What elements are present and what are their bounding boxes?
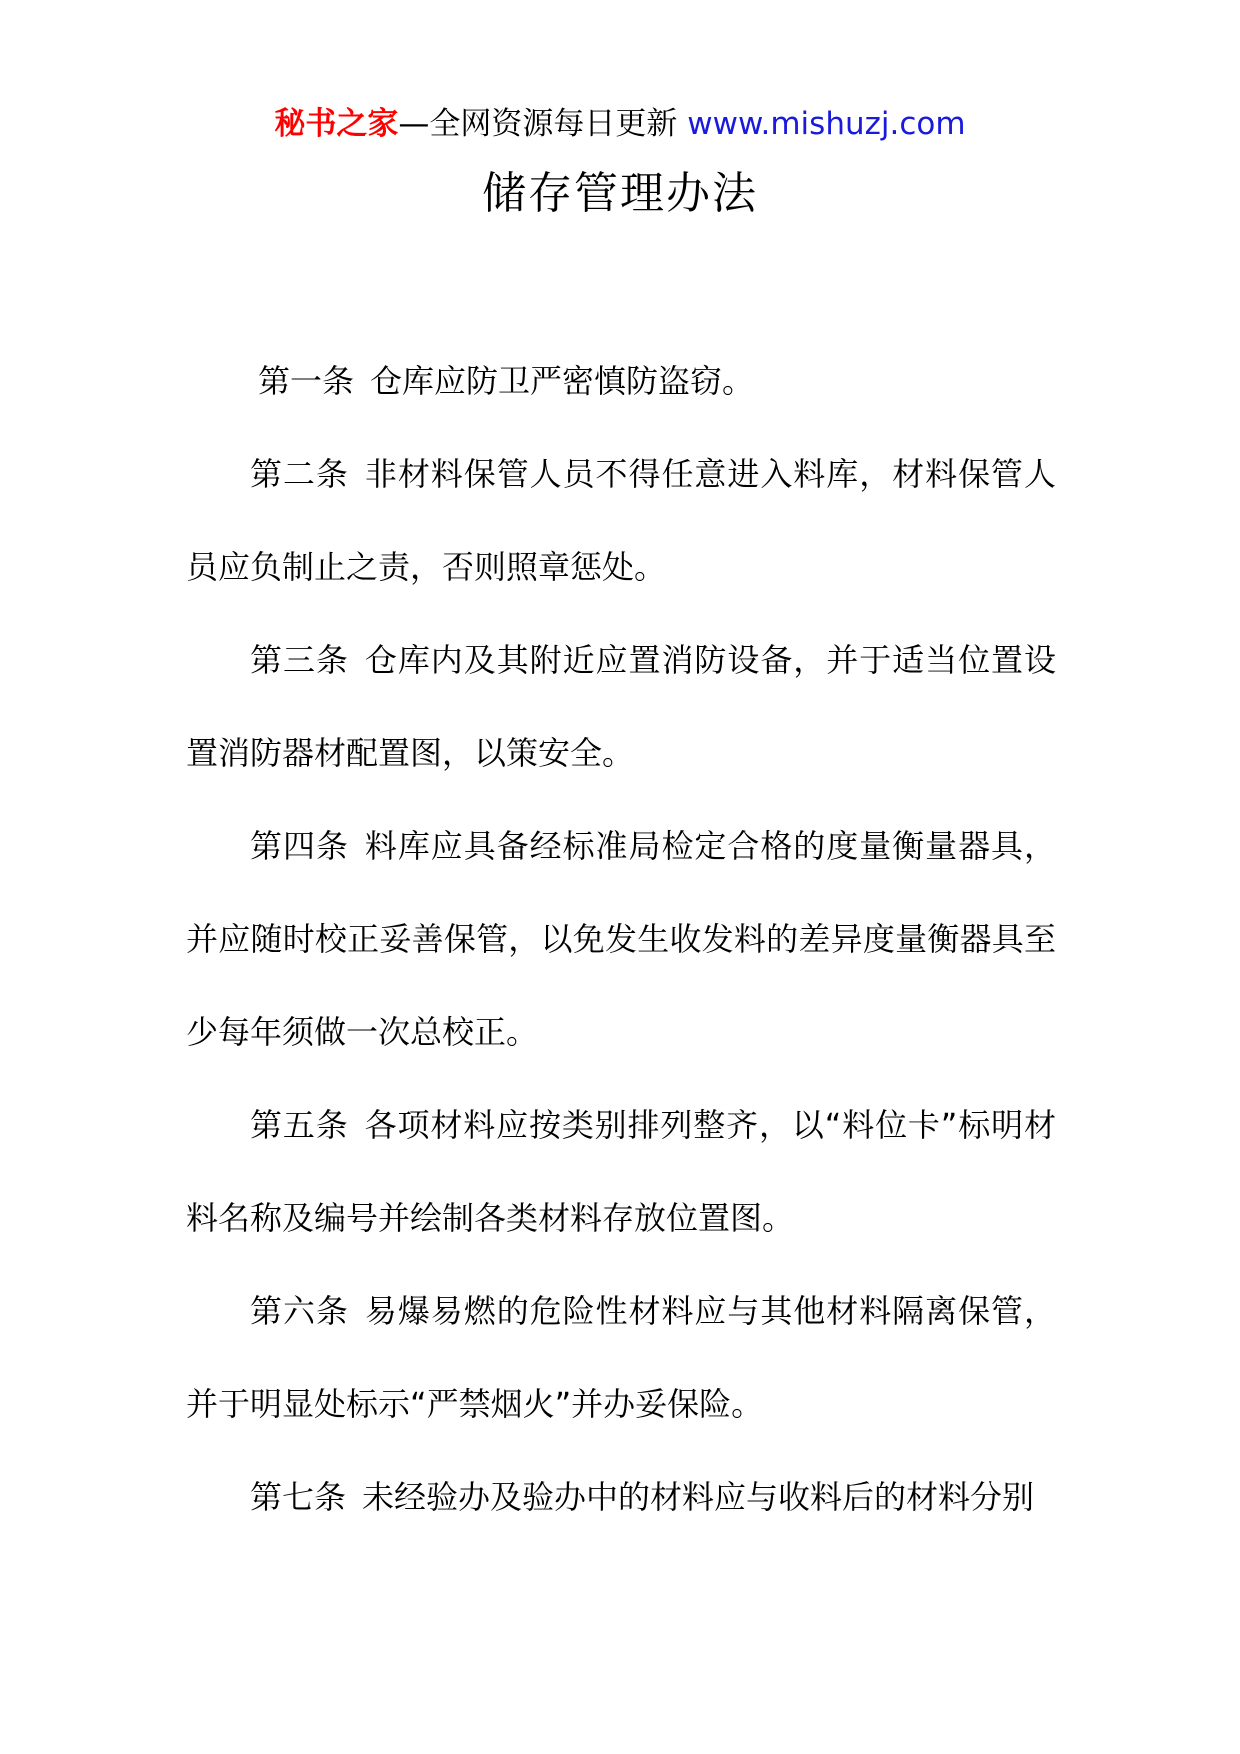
article-label: 第一条: [258, 362, 355, 400]
article-label: 第七条: [250, 1478, 347, 1516]
article-text: 各项材料应按类别排列整齐，以“料位卡”标明材料名称及编号并绘制各类材料存放位置图。: [186, 1106, 1056, 1237]
article-4: [186, 800, 1056, 1079]
article-label: 第六条: [250, 1292, 349, 1330]
site-url-link[interactable]: www.mishuzj.com: [687, 106, 966, 142]
article-text: 仓库内及其附近应置消防设备，并于适当位置设置消防器材配置图，以策安全。: [186, 641, 1056, 772]
article-text: 仓库应防卫严密慎防盗窃。: [370, 362, 755, 400]
article-label: 第三条: [250, 641, 349, 679]
article-1: [186, 335, 1056, 428]
article-2: [186, 428, 1056, 614]
article-label: 第五条: [250, 1106, 349, 1144]
article-label: 第四条: [250, 827, 349, 865]
article-text: 易爆易燃的危险性材料应与其他材料隔离保管，并于明显处标示“严禁烟火”并办妥保险。: [186, 1292, 1056, 1423]
header-slogan: —全网资源每日更新: [398, 106, 678, 142]
article-3: [186, 614, 1056, 800]
article-5: [186, 1079, 1056, 1265]
brand-name: 秘书之家: [274, 106, 399, 142]
article-text: 未经验办及验办中的材料应与收料后的材料分别: [362, 1478, 1035, 1516]
article-7: [186, 1451, 1056, 1544]
article-text: 非材料保管人员不得任意进入料库，材料保管人员应负制止之责，否则照章惩处。: [186, 455, 1056, 586]
article-6: [186, 1265, 1056, 1451]
article-label: 第二条: [250, 455, 349, 493]
article-text: 料库应具备经标准局检定合格的度量衡量器具，并应随时校正妥善保管，以免发生收发料的差异度量衡器具至少每年须做一次总校正。: [186, 827, 1056, 1051]
document-body: [186, 335, 1056, 1544]
document-title: 储存管理办法: [482, 168, 758, 219]
site-header: [0, 104, 1240, 144]
